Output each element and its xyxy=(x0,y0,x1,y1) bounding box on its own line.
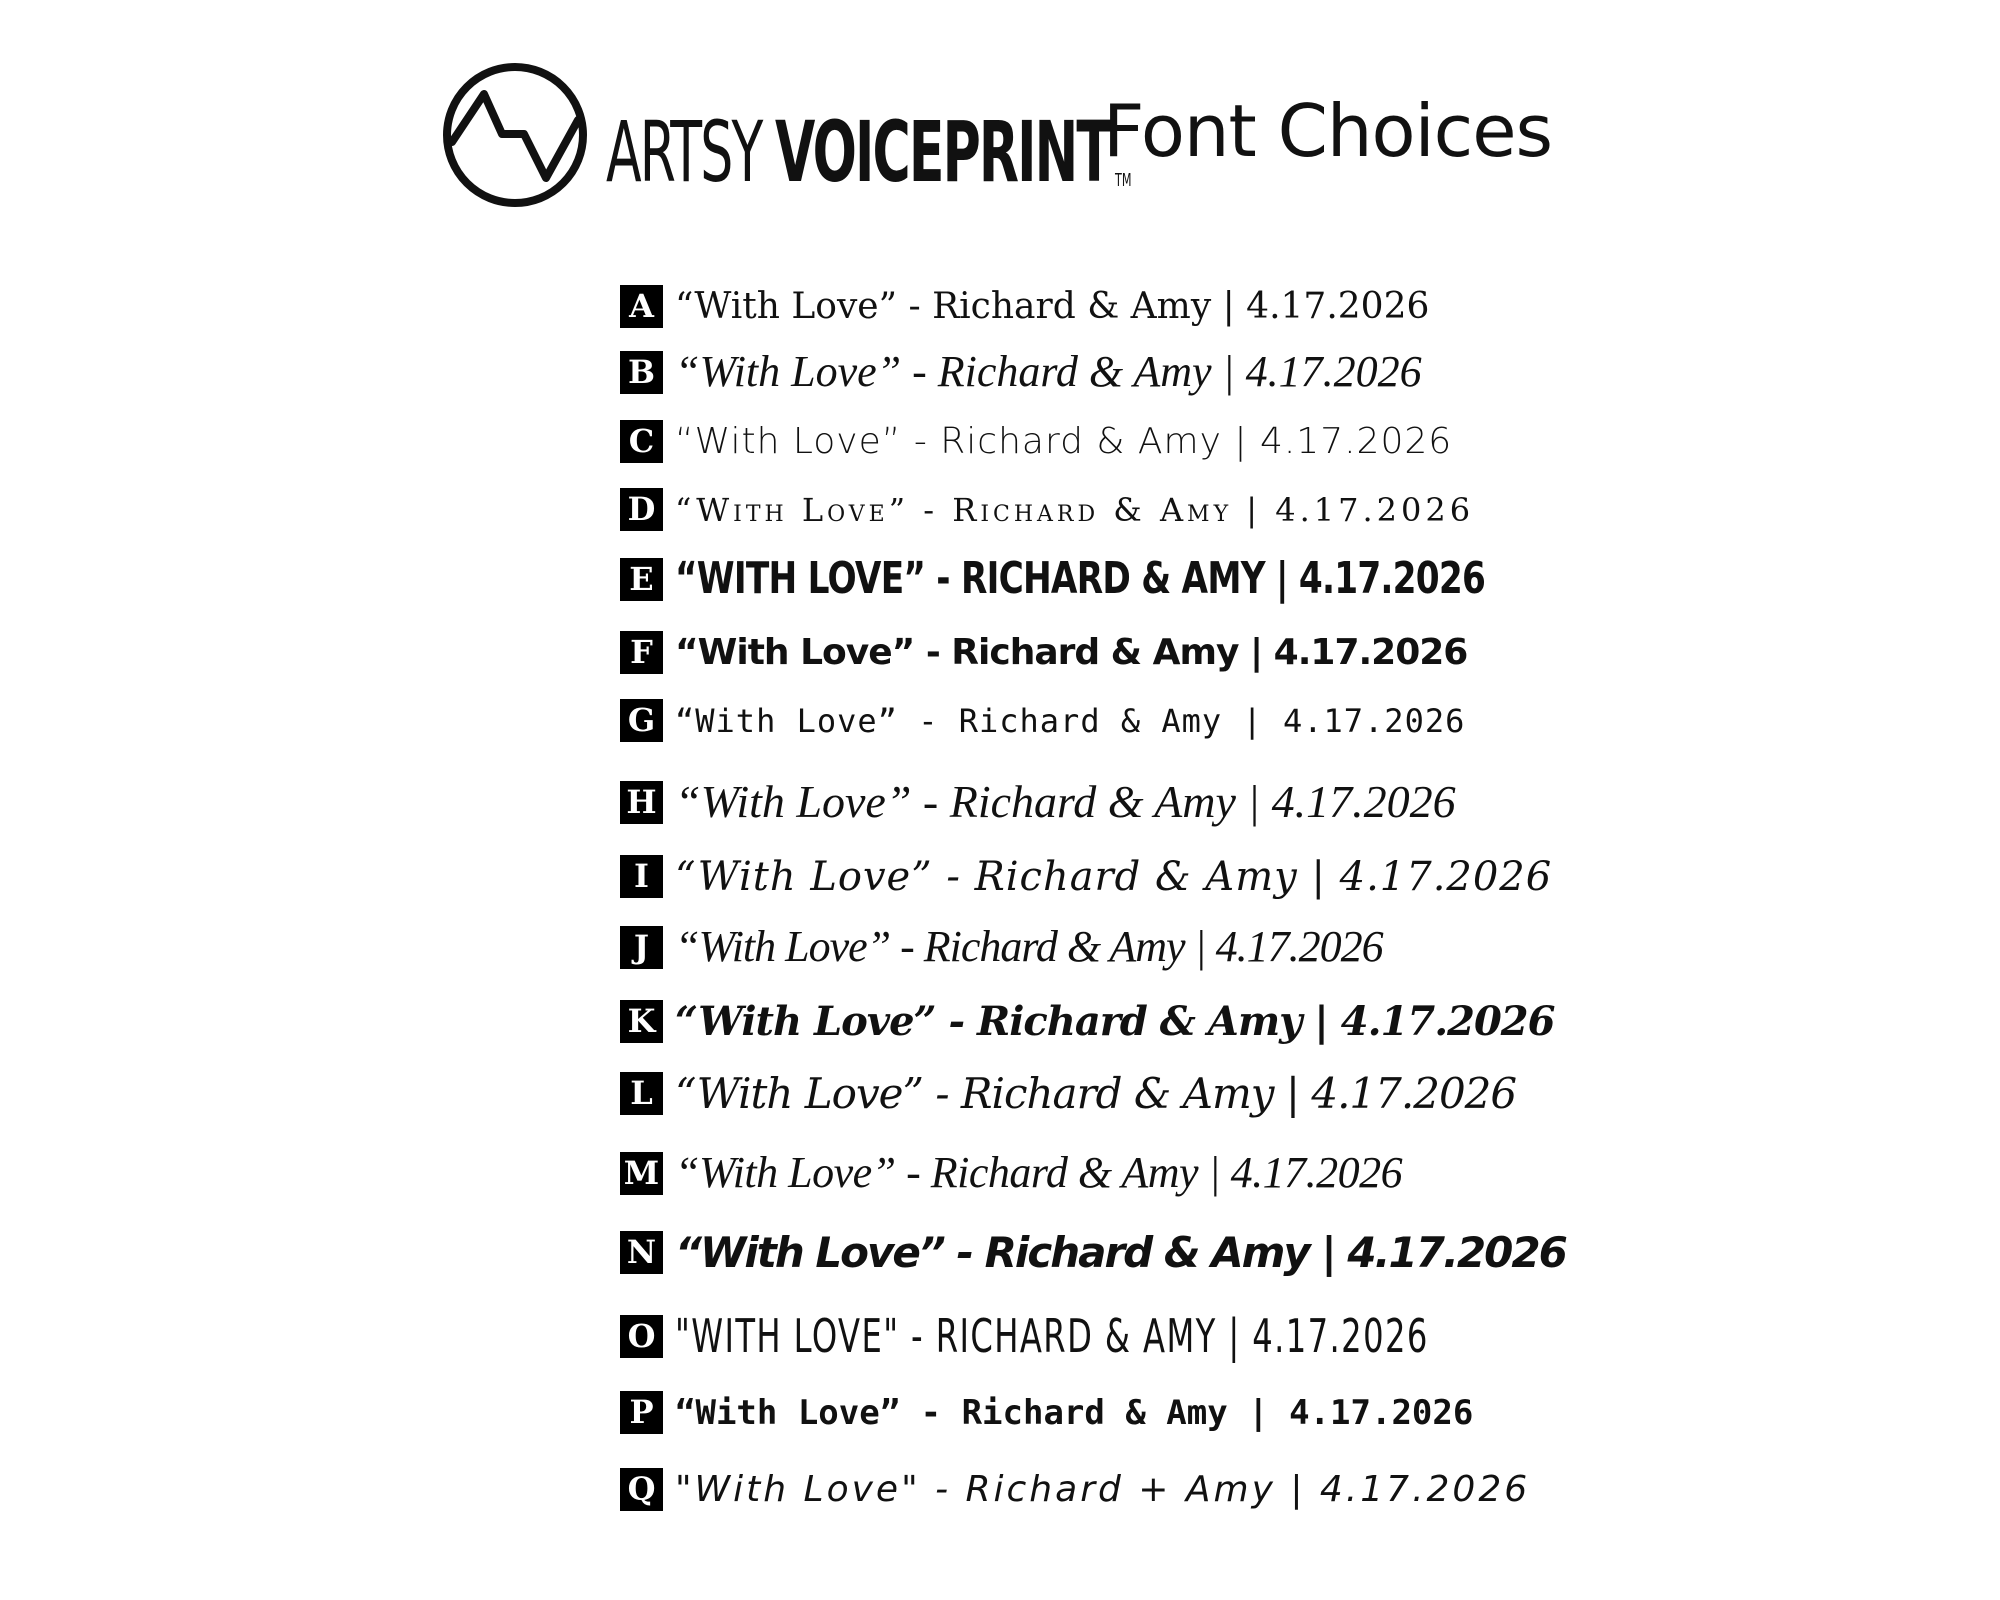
font-sample: “With Love” - Richard & Amy | 4.17.2026 xyxy=(675,1148,1403,1197)
font-choice-row xyxy=(620,1227,1566,1277)
font-sample: "With Love" - Richard + Amy | 4.17.2026 xyxy=(675,1468,1531,1510)
font-sample: “With Love” - Richard & Amy | 4.17.2026 xyxy=(675,490,1475,529)
font-sample: “With Love” - Richard & Amy | 4.17.2026 xyxy=(675,631,1468,673)
font-sample: “With Love” - Richard & Amy | 4.17.2026 xyxy=(675,285,1430,327)
font-sample: “With Love” - Richard & Amy | 4.17.2026 xyxy=(675,347,1422,396)
font-choice-list xyxy=(620,0,1620,1600)
font-choice-row xyxy=(620,1148,1403,1197)
font-sample: “With Love” - Richard & Amy | 4.17.2026 xyxy=(675,701,1466,740)
font-choice-row xyxy=(620,776,1456,827)
artsy-voiceprint-logo-icon xyxy=(440,60,590,210)
font-choice-row xyxy=(620,855,1552,898)
font-sample: “With Love” - Richard & Amy | 4.17.2026 xyxy=(675,922,1383,971)
font-choice-row xyxy=(620,347,1422,396)
letter-badge: L xyxy=(620,1072,663,1115)
letter-badge: O xyxy=(620,1315,663,1358)
font-sample: “WITH LOVE” - RICHARD & AMY | 4.17.2026 xyxy=(675,553,1486,604)
brand-trademark: TM xyxy=(1115,170,1132,191)
letter-badge: B xyxy=(620,351,663,394)
font-choice-row xyxy=(620,1468,1530,1511)
font-choice-row xyxy=(620,488,1474,531)
font-choice-row xyxy=(620,1391,1473,1434)
font-sample: “With Love” - Richard & Amy | 4.17.2026 xyxy=(675,1068,1517,1118)
font-sample: “With Love” - Richard & Amy | 4.17.2026 xyxy=(675,776,1456,827)
brand-voiceprint: VOICEPRINT xyxy=(775,103,1111,201)
letter-badge: A xyxy=(620,285,663,328)
font-choice-row xyxy=(620,285,1429,328)
letter-badge: C xyxy=(620,420,663,463)
font-choice-row xyxy=(620,420,1452,463)
letter-badge: J xyxy=(620,926,663,969)
letter-badge: P xyxy=(620,1391,663,1434)
page-title: Font Choices xyxy=(1103,89,1553,173)
font-choice-row xyxy=(620,1068,1517,1118)
letter-badge: M xyxy=(620,1152,663,1195)
letter-badge: I xyxy=(620,855,663,898)
font-sample: “With Love” - Richard & Amy | 4.17.2026 xyxy=(675,853,1553,900)
font-sample: “With Love” - Richard & Amy | 4.17.2026 xyxy=(675,420,1453,462)
letter-badge: K xyxy=(620,1000,663,1043)
font-choice-row xyxy=(620,553,1714,604)
letter-badge: E xyxy=(620,558,663,601)
letter-badge: D xyxy=(620,488,663,531)
font-choice-row xyxy=(620,699,1465,742)
font-choice-row xyxy=(620,922,1383,971)
letter-badge: G xyxy=(620,699,663,742)
font-choice-row xyxy=(620,1309,1752,1363)
brand-artsy: ARTSY xyxy=(606,103,762,201)
font-sample: “With Love” - Richard & Amy | 4.17.2026 xyxy=(675,1227,1566,1277)
letter-badge: N xyxy=(620,1231,663,1274)
letter-badge: H xyxy=(620,781,663,824)
letter-badge: Q xyxy=(620,1468,663,1511)
font-choice-row xyxy=(620,997,1555,1045)
font-sample: "WITH LOVE" - RICHARD & AMY | 4.17.2026 xyxy=(675,1309,1429,1363)
font-sample: “With Love” - Richard & Amy | 4.17.2026 xyxy=(675,1392,1474,1433)
font-sample: “With Love” - Richard & Amy | 4.17.2026 xyxy=(675,997,1555,1045)
font-choice-row xyxy=(620,631,1467,674)
letter-badge: F xyxy=(620,631,663,674)
